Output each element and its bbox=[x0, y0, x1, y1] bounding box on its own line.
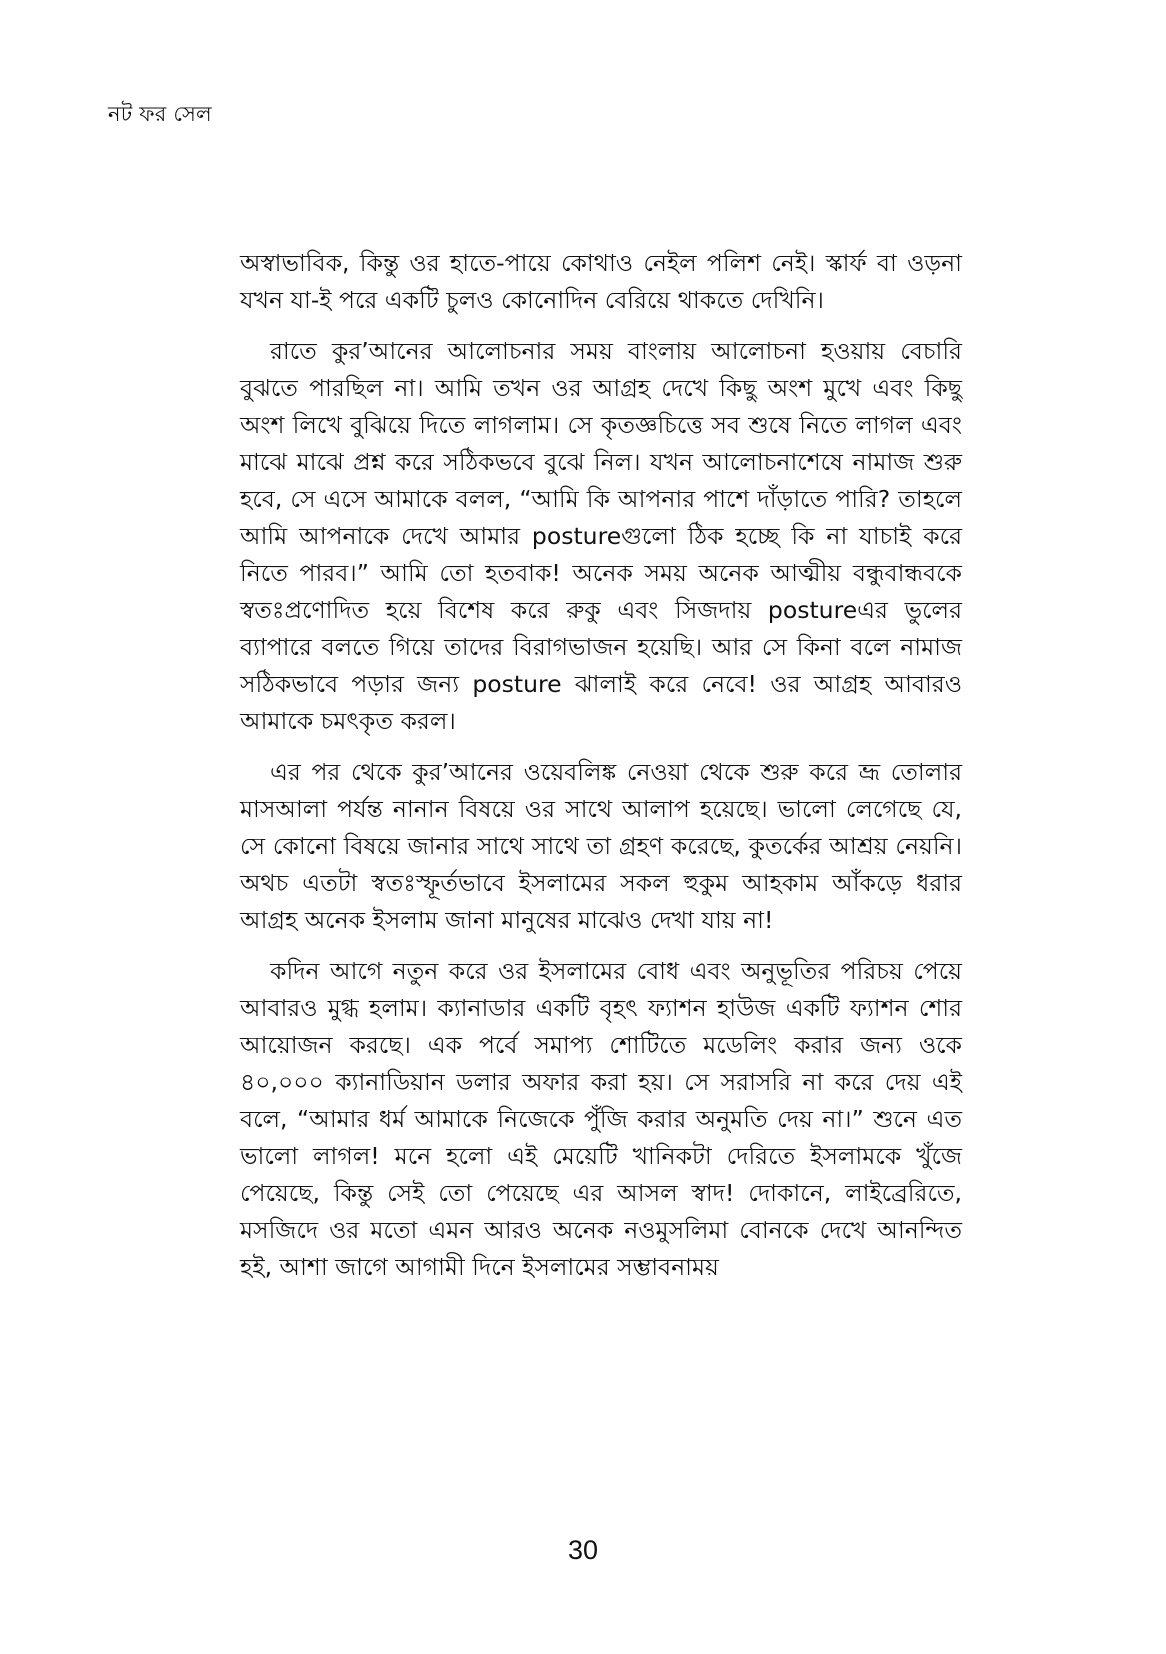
paragraph-fashion-offer: কদিন আগে নতুন করে ওর ইসলামের বোধ এবং অনুভূতির পরিচয় পেয়ে আবারও মুগ্ধ হলাম। ক্যানাডার একটি বৃহৎ ফ্যাশন হাউজ একটি ফ্যাশন শোর আয়োজন করছে। এক পর্বে সমাপ্য শোটিতে মডেলিং করার জন্য ওকে ৪০,০০০ ক্যানাডিয়ান ডলার অফার করা হয়। সে সরাসরি না করে দেয় এই বলে, “আমার ধর্ম আমাকে নিজেকে পুঁজি করার অনুমতি দেয় না।” শুনে এত ভালো লাগল! মনে হলো এই মেয়েটি খানিকটা দেরিতে ইসলামকে খুঁজে পেয়েছে, কিন্তু সেই তো পেয়েছে এর আসল স্বাদ! দোকানে, লাইব্রেরিতে, মসজিদে ওর মতো এমন আরও অনেক নওমুসলিমা বোনকে দেখে আনন্দিত হই, আশা জাগে আগামী দিনে ইসলামের সম্ভাবনাময় bbox=[240, 957, 962, 1281]
paragraph-continuation: অস্বাভাবিক, কিন্তু ওর হাতে-পায়ে কোথাও নেইল পলিশ নেই। স্কার্ফ বা ওড়না যখন যা-ই পরে একটি চুলও কোনোদিন বেরিয়ে থাকতে দেখিনি। bbox=[240, 249, 962, 314]
running-header-title: নট ফর সেল bbox=[108, 102, 212, 126]
page-number: 30 bbox=[567, 1535, 599, 1565]
paragraph-quran-discussion: রাতে কুর’আনের আলোচনার সময় বাংলায় আলোচনা হওয়ায় বেচারি বুঝতে পারছিল না। আমি তখন ওর আগ্রহ দেখে কিছু অংশ মুখে এবং কিছু অংশ লিখে বুঝিয়ে দিতে লাগলাম। সে কৃতজ্ঞচিত্তে সব শুষে নিতে লাগল এবং মাঝে মাঝে প্রশ্ন করে সঠিকভবে বুঝে নিল। যখন আলোচনাশেষে নামাজ শুরু হবে, সে এসে আমাকে বলল, “আমি কি আপনার পাশে দাঁড়াতে পারি? তাহলে আমি আপনাকে দেখে আমার postureগুলো ঠিক হচ্ছে কি না যাচাই করে নিতে পারব।” আমি তো হতবাক! অনেক সময় অনেক আত্মীয় বন্ধুবান্ধবকে স্বতঃপ্রণোদিত হয়ে বিশেষ করে রুকু এবং সিজদায় postureএর ভুলের ব্যাপারে বলতে গিয়ে তাদের বিরাগভাজন হয়েছি। আর সে কিনা বলে নামাজ সঠিকভাবে পড়ার জন্য posture ঝালাই করে নেবে! ওর আগ্রহ আবারও আমাকে চমৎকৃত করল। bbox=[240, 337, 962, 735]
body-text bbox=[240, 245, 962, 1300]
paragraph-conversations: এর পর থেকে কুর’আনের ওয়েবলিঙ্ক নেওয়া থেকে শুরু করে ভ্রূ তোলার মাসআলা পর্যন্ত নানান বিষয়ে ওর সাথে আলাপ হয়েছে। ভালো লেগেছে যে, সে কোনো বিষয়ে জানার সাথে সাথে তা গ্রহণ করেছে, কুতর্কের আশ্রয় নেয়নি। অথচ এতটা স্বতঃস্ফূর্তভাবে ইসলামের সকল হুকুম আহকাম আঁকড়ে ধরার আগ্রহ অনেক ইসলাম জানা মানুষের মাঝেও দেখা যায় না! bbox=[240, 758, 962, 934]
